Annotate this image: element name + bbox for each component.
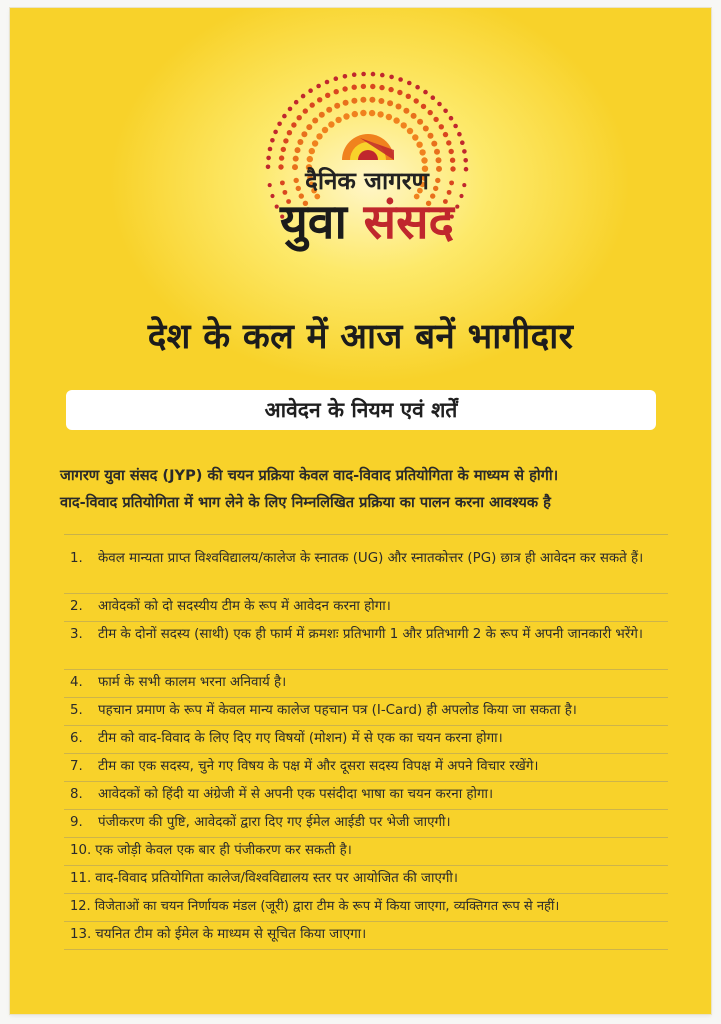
list-item: 10. एक जोड़ी केवल एक बार ही पंजीकरण कर सकती है। — [64, 838, 668, 866]
brand-name-bottom — [252, 194, 482, 250]
rising-sun-icon — [342, 134, 394, 160]
rules-list — [64, 546, 668, 950]
list-item: 12. विजेताओं का चयन निर्णायक मंडल (जूरी) द्वारा टीम के रूप में किया जाएगा, व्यक्तिगत रूप से नहीं। — [64, 894, 668, 922]
list-item: 1. केवल मान्यता प्राप्त विश्वविद्यालय/कालेज के स्नातक (UG) और स्नातकोत्तर (PG) छात्र ही आवेदन कर सकते हैं। — [64, 546, 668, 594]
list-item: 9. पंजीकरण की पुष्टि, आवेदकों द्वारा दिए गए ईमेल आईडी पर भेजी जाएगी। — [64, 810, 668, 838]
list-item: 6. टीम को वाद-विवाद के लिए दिए गए विषयों (मोशन) में से एक का चयन करना होगा। — [64, 726, 668, 754]
rules-poster — [10, 8, 711, 1014]
list-item: 11. वाद-विवाद प्रतियोगिता कालेज/विश्वविद्यालय स्तर पर आयोजित की जाएगी। — [64, 866, 668, 894]
list-item: 2. आवेदकों को दो सदस्यीय टीम के रूप में आवेदन करना होगा। — [64, 594, 668, 622]
brand-word-yuva: युवा — [279, 194, 347, 250]
jagran-yuva-sansad-logo — [242, 68, 492, 268]
list-item: 7. टीम का एक सदस्य, चुने गए विषय के पक्ष में और दूसरा सदस्य विपक्ष में अपने विचार रखेंगे। — [64, 754, 668, 782]
list-item: 8. आवेदकों को हिंदी या अंग्रेजी में से अपनी एक पसंदीदा भाषा का चयन करना होगा। — [64, 782, 668, 810]
intro-line-1: जागरण युवा संसद (JYP) की चयन प्रक्रिया केवल वाद-विवाद प्रतियोगिता के माध्यम से होगी। — [60, 467, 559, 484]
list-item: 13. चयनित टीम को ईमेल के माध्यम से सूचित किया जाएगा। — [64, 922, 668, 950]
list-item: 5. पहचान प्रमाण के रूप में केवल मान्य कालेज पहचान पत्र (I-Card) ही अपलोड किया जा सकता है। — [64, 698, 668, 726]
list-item: 3. टीम के दोनों सदस्य (साथी) एक ही फार्म में क्रमशः प्रतिभागी 1 और प्रतिभागी 2 के रूप में अपनी जानकारी भरेंगे। — [64, 622, 668, 670]
intro-text — [60, 462, 670, 516]
brand-word-sansad: संसद — [363, 194, 455, 250]
list-item: 4. फार्म के सभी कालम भरना अनिवार्य है। — [64, 670, 668, 698]
intro-line-2: वाद-विवाद प्रतियोगिता में भाग लेने के लिए निम्नलिखित प्रक्रिया का पालन करना आवश्यक है — [60, 494, 551, 511]
page-headline: देश के कल में आज बनें भागीदार — [147, 317, 574, 357]
brand-name-top: दैनिक जागरण — [305, 167, 429, 195]
section-heading: आवेदन के नियम एवं शर्तें — [66, 390, 656, 430]
divider — [64, 534, 668, 535]
